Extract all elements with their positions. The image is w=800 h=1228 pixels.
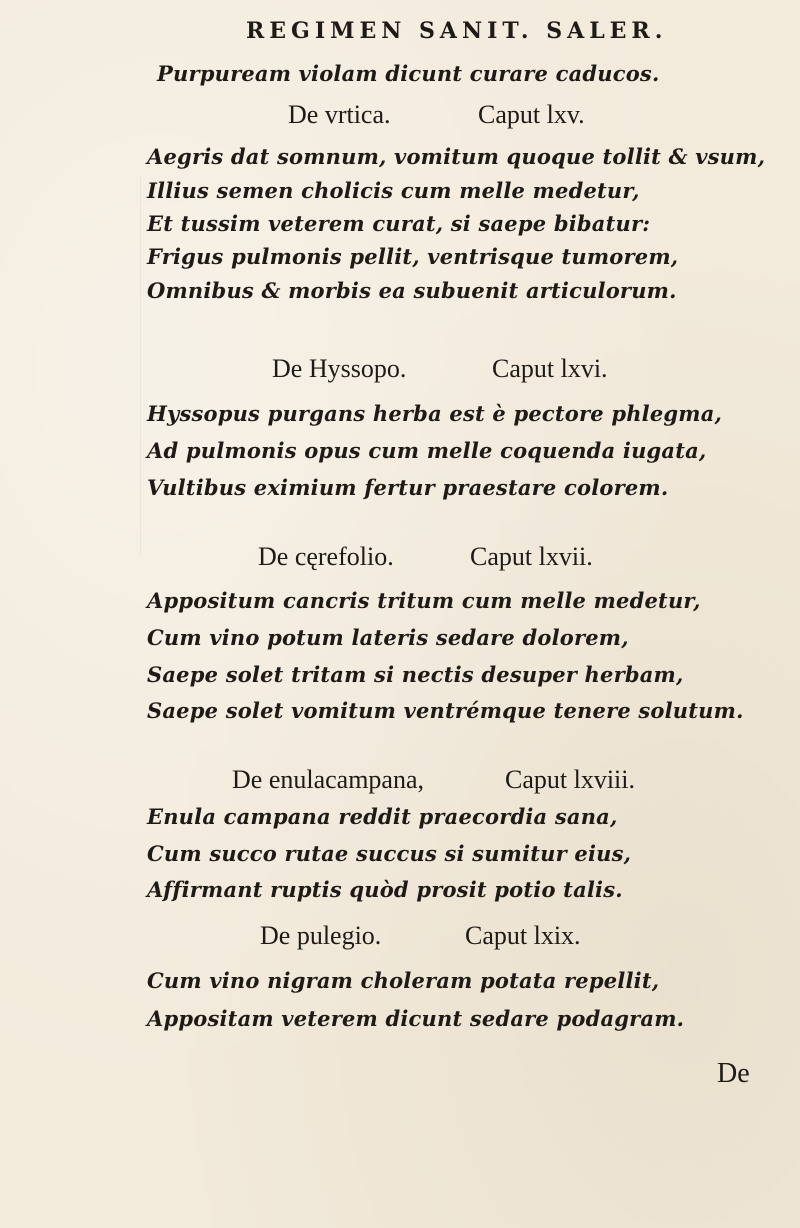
verse-line: Saepe solet tritam si nectis desuper herbam, bbox=[147, 662, 684, 687]
section-title: De cęrefolio. bbox=[258, 542, 394, 571]
catchword: De bbox=[717, 1058, 750, 1089]
verse-line: Cum vino potum lateris sedare dolorem, bbox=[147, 625, 629, 650]
verse-line: Aegris dat somnum, vomitum quoque tollit & vsum, bbox=[147, 144, 766, 169]
verse-line: Frigus pulmonis pellit, ventrisque tumorem, bbox=[147, 244, 679, 269]
verse-line: Illius semen cholicis cum melle medetur, bbox=[147, 178, 640, 203]
chapter-number: Caput lxvi. bbox=[492, 354, 608, 383]
verse-line: Et tussim veterem curat, si saepe bibatur: bbox=[147, 211, 651, 236]
verse-line: Hyssopus purgans herba est è pectore phlegma, bbox=[147, 401, 723, 426]
verse-line: Appositam veterem dicunt sedare podagram. bbox=[147, 1006, 685, 1031]
chapter-number: Caput lxix. bbox=[465, 921, 581, 950]
chapter-number: Caput lxviii. bbox=[505, 765, 635, 794]
section-title: De Hyssopo. bbox=[272, 354, 407, 383]
verse-line: Ad pulmonis opus cum melle coquenda iugata, bbox=[147, 438, 707, 463]
verse-line: Cum succo rutae succus si sumitur eius, bbox=[147, 841, 632, 866]
section-title: De vrtica. bbox=[288, 100, 391, 129]
section-title: De enulacampana, bbox=[232, 765, 425, 794]
running-header: REGIMEN SANIT. SALER. bbox=[246, 18, 668, 44]
verse-line: Appositum cancris tritum cum melle medetur, bbox=[147, 588, 701, 613]
verse-line: Vultibus eximium fertur praestare colorem. bbox=[147, 475, 669, 500]
verse-line: Cum vino nigram choleram potata repellit, bbox=[147, 968, 660, 993]
verse-line: Purpuream violam dicunt curare caducos. bbox=[157, 61, 660, 86]
section-title: De pulegio. bbox=[260, 921, 382, 950]
verse-line: Enula campana reddit praecordia sana, bbox=[147, 804, 618, 829]
chapter-number: Caput lxvii. bbox=[470, 542, 593, 571]
verse-line: Affirmant ruptis quòd prosit potio talis. bbox=[147, 877, 623, 902]
verse-line: Saepe solet vomitum ventrémque tenere solutum. bbox=[147, 698, 744, 723]
verse-line: Omnibus & morbis ea subuenit articulorum. bbox=[147, 278, 677, 303]
chapter-number: Caput lxv. bbox=[478, 100, 585, 129]
paper-fibre bbox=[140, 175, 141, 555]
